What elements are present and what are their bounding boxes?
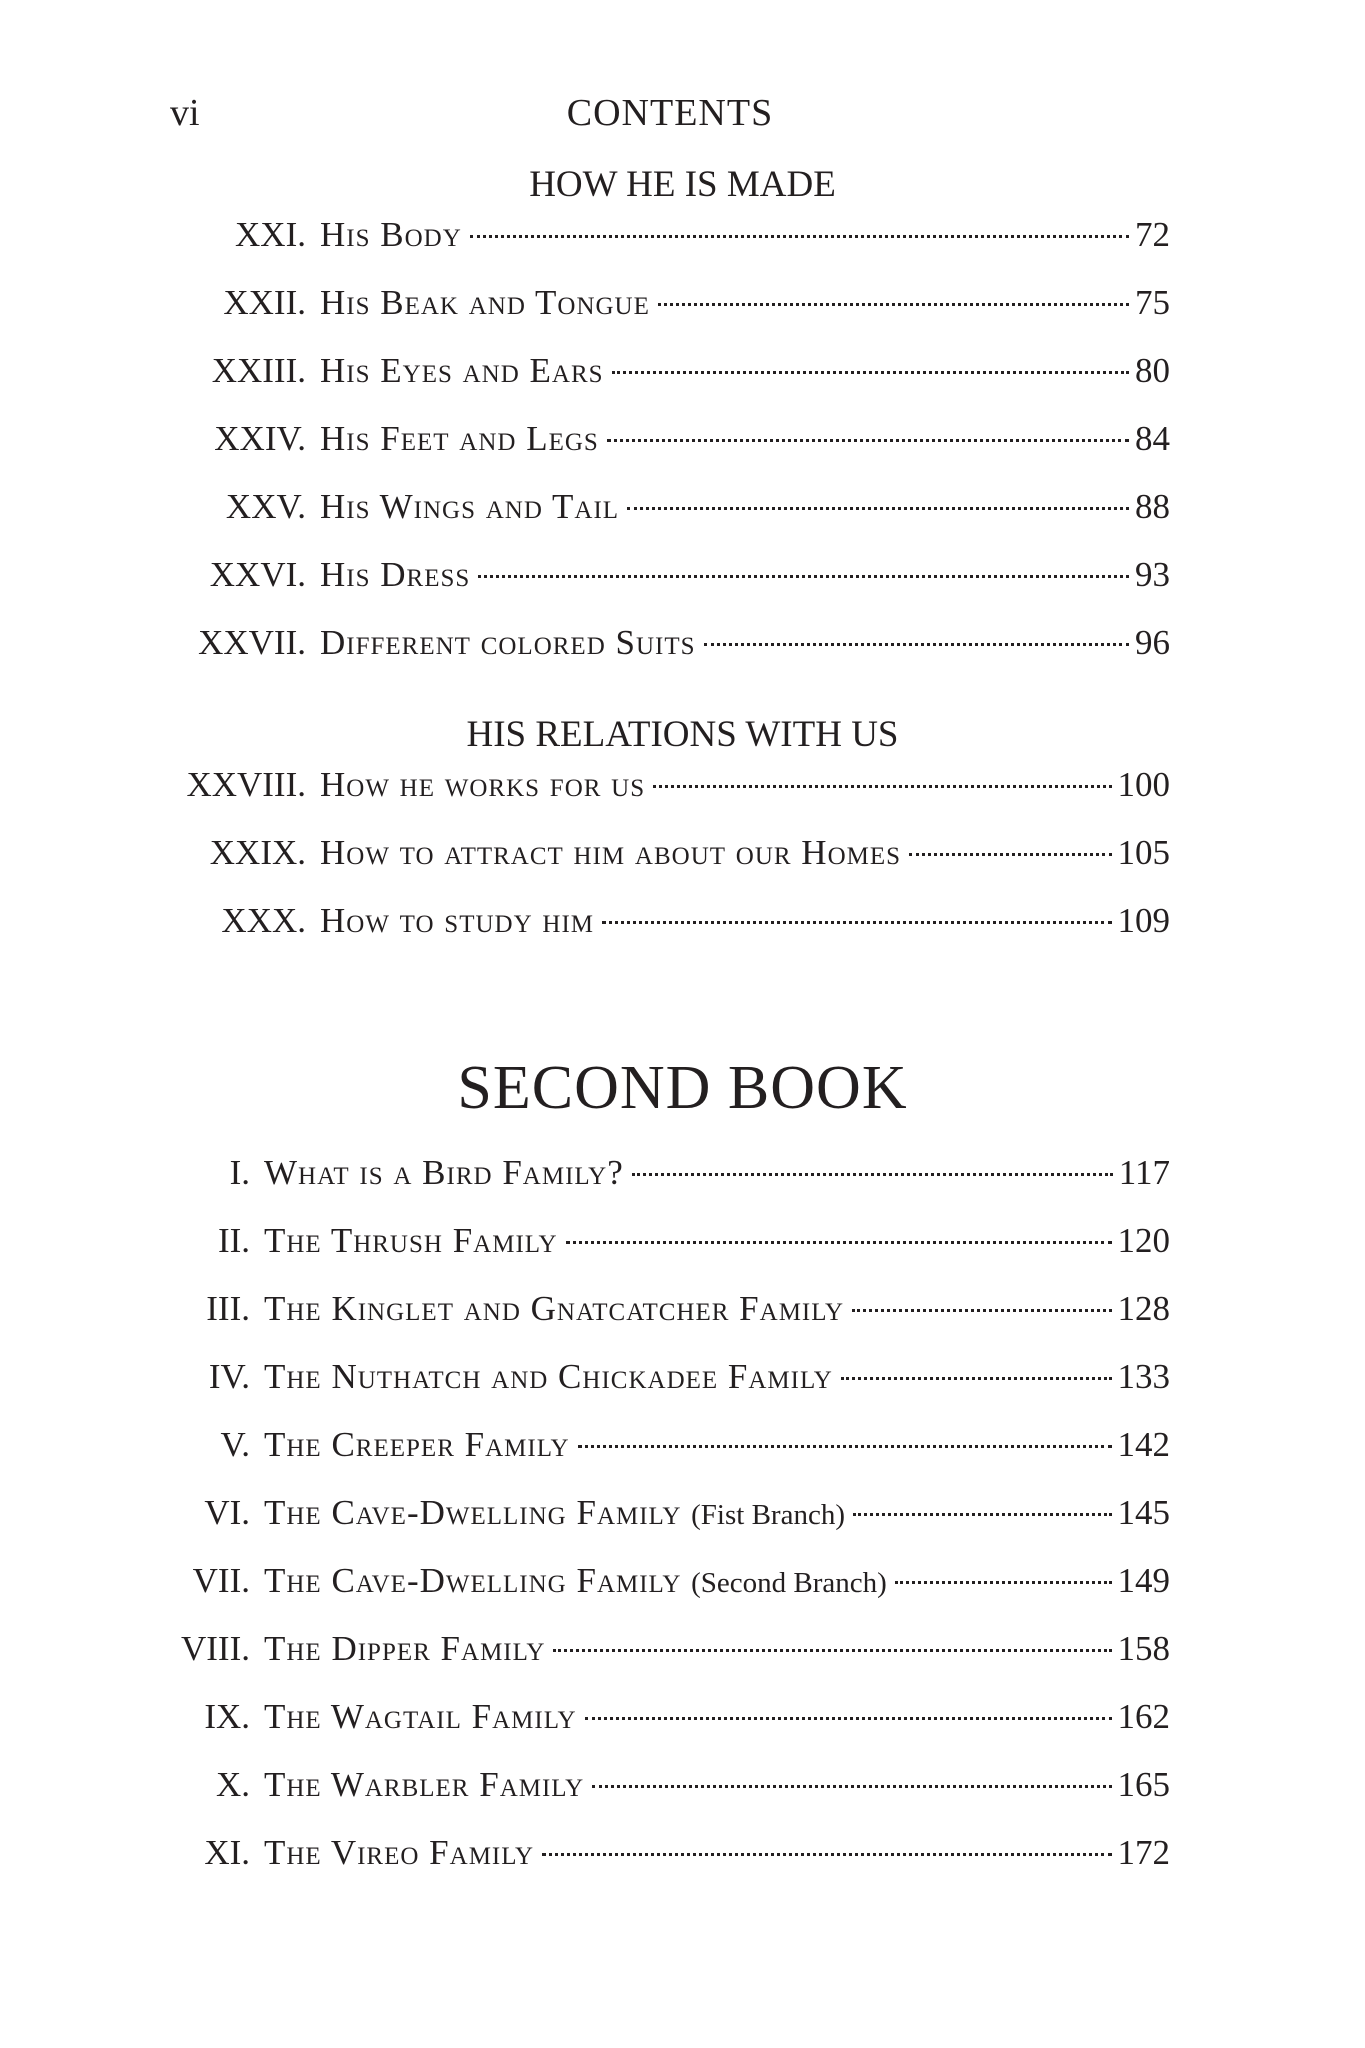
toc-list [0,1148,1365,1896]
dot-leader [578,1445,1112,1448]
toc-entry [0,1760,1170,1828]
chapter-title [264,1216,562,1266]
chapter-title: His Wings and Tail [320,487,620,526]
toc-entry [0,828,1170,896]
chapter-title-text: What is a Bird Family? [264,1153,624,1192]
toc-entry [0,550,1170,618]
toc-entry [0,618,1170,686]
chapter-title [264,1624,549,1674]
running-head [170,88,1170,138]
dot-leader [607,439,1129,442]
chapter-title-text: The Vireo Family [264,1833,535,1872]
chapter-title [264,1692,581,1742]
dot-leader [627,507,1129,510]
chapter-number: XXV. [225,487,306,526]
page-number: 105 [1117,833,1170,872]
toc-entry [0,414,1170,482]
dot-leader [478,575,1129,578]
toc-entry [0,1216,1170,1284]
second-book-heading: SECOND BOOK [457,1054,908,1122]
chapter-title-text: The Dipper Family [264,1629,546,1668]
chapter-title: How to study him [320,901,594,940]
dot-leader [585,1717,1112,1720]
dot-leader [895,1581,1112,1584]
toc-list [0,760,1365,964]
dot-leader [909,853,1111,856]
page-number: 142 [1117,1425,1170,1464]
toc-entry [0,1284,1170,1352]
chapter-number: IV. [208,1357,250,1396]
chapter-number: XXVII. [198,623,306,662]
toc-entry [0,1488,1170,1556]
toc-entry [0,1556,1170,1624]
branch-note: (Fist Branch) [691,1499,845,1531]
dot-leader [653,785,1111,788]
dot-leader [553,1649,1111,1652]
chapter-title: His Dress [320,555,471,594]
dot-leader [632,1173,1113,1176]
chapter-number: XXIX. [209,833,306,872]
chapter-number: II. [217,1221,250,1260]
section-how-he-is-made [0,160,1365,686]
chapter-title-text: The Nuthatch and Chickadee Family [264,1357,833,1396]
toc-entry [0,482,1170,550]
chapter-title: His Beak and Tongue [320,283,650,322]
chapter-number: XXIV. [214,419,306,458]
page-folio: vi [170,92,200,134]
toc-entry [0,1624,1170,1692]
chapter-title: Different colored Suits [320,623,696,662]
page-number: 149 [1117,1561,1170,1600]
toc-entry [0,1828,1170,1896]
chapter-title [264,1284,848,1334]
chapter-number: VII. [192,1561,250,1600]
chapter-number: XXVI. [209,555,306,594]
toc-entry [0,1352,1170,1420]
section-heading: HOW HE IS MADE [529,164,836,205]
chapter-title [264,1420,574,1470]
dot-leader [852,1309,1111,1312]
toc-entry [0,1420,1170,1488]
chapter-number: IX. [204,1697,250,1736]
chapter-title: How to attract him about our Homes [320,833,902,872]
chapter-number: X. [215,1765,250,1804]
page-number: 128 [1117,1289,1170,1328]
page-number: 120 [1117,1221,1170,1260]
page-number: 133 [1117,1357,1170,1396]
chapter-number: VI. [204,1493,250,1532]
dot-leader [592,1785,1111,1788]
chapter-title: His Eyes and Ears [320,351,604,390]
dot-leader [841,1377,1112,1380]
toc-entry [0,210,1170,278]
dot-leader [658,303,1129,306]
chapter-title-text: The Kinglet and Gnatcatcher Family [264,1289,845,1328]
dot-leader [566,1241,1112,1244]
page-number: 172 [1117,1833,1170,1872]
page-number: 162 [1117,1697,1170,1736]
section-second-book [0,1148,1365,1896]
chapter-title [264,1760,588,1810]
chapter-number: XXI. [235,215,306,254]
toc-list [0,210,1365,686]
page-number: 109 [1117,901,1170,940]
page-number: 80 [1135,351,1170,390]
chapter-number: XXVIII. [186,765,306,804]
running-title: CONTENTS [566,92,774,134]
dot-leader [542,1853,1111,1856]
chapter-number: XI. [204,1833,250,1872]
section-his-relations-with-us [0,710,1365,964]
chapter-title-text: The Wagtail Family [264,1697,577,1736]
dot-leader [612,371,1129,374]
section-heading: HIS RELATIONS WITH US [466,714,899,755]
dot-leader [853,1513,1112,1516]
chapter-title [264,1352,837,1402]
dot-leader [704,643,1129,646]
chapter-title [264,1828,538,1878]
dot-leader [602,921,1112,924]
chapter-title: His Body [320,215,462,254]
page-number: 117 [1118,1153,1170,1192]
chapter-title [264,1556,891,1608]
chapter-number: XXII. [223,283,306,322]
chapter-title [264,1148,628,1198]
toc-entry [0,760,1170,828]
page-number: 88 [1135,487,1170,526]
branch-note: (Second Branch) [691,1567,887,1599]
chapter-title-text: The Cave-Dwelling Family [264,1493,682,1532]
toc-entry [0,896,1170,964]
toc-entry [0,278,1170,346]
chapter-title-text: The Creeper Family [264,1425,570,1464]
chapter-title-text: The Warbler Family [264,1765,585,1804]
page-number: 96 [1135,623,1170,662]
chapter-title [264,1488,849,1540]
page-number: 165 [1117,1765,1170,1804]
page-number: 75 [1135,283,1170,322]
chapter-number: VIII. [181,1629,250,1668]
chapter-number: III. [206,1289,250,1328]
page-number: 100 [1117,765,1170,804]
chapter-title-text: The Thrush Family [264,1221,558,1260]
toc-entry [0,1692,1170,1760]
chapter-number: I. [229,1153,250,1192]
page-number: 158 [1117,1629,1170,1668]
page-number: 93 [1135,555,1170,594]
chapter-title-text: The Cave-Dwelling Family [264,1561,682,1600]
chapter-number: XXIII. [211,351,306,390]
chapter-number: XXX. [221,901,306,940]
page-number: 84 [1135,419,1170,458]
chapter-title: How he works for us [320,765,646,804]
chapter-number: V. [220,1425,250,1464]
dot-leader [470,235,1129,238]
toc-entry [0,1148,1170,1216]
chapter-title: His Feet and Legs [320,419,599,458]
page-number: 145 [1117,1493,1170,1532]
toc-entry [0,346,1170,414]
page-number: 72 [1135,215,1170,254]
